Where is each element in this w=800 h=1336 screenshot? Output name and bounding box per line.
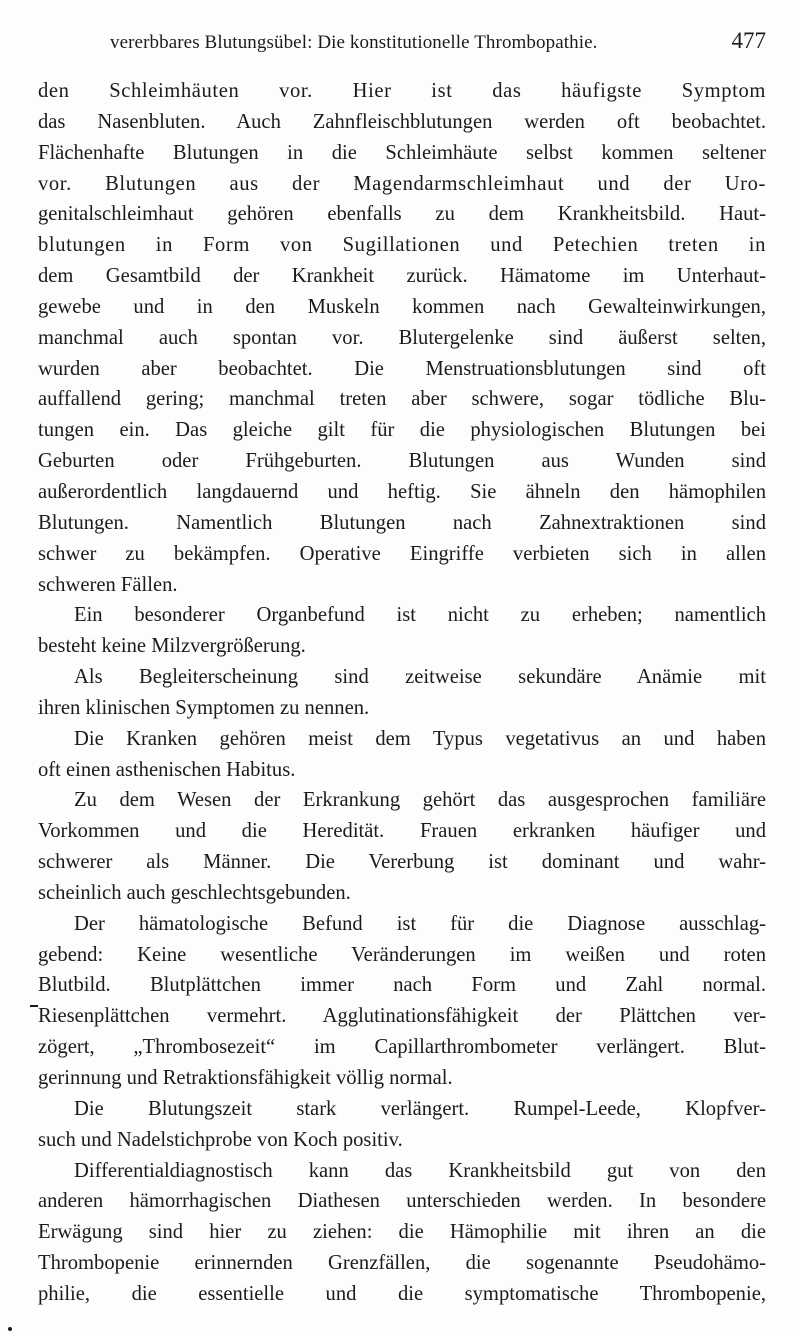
text-line: wurden aber beobachtet. Die Menstruationsblutungen sind oft <box>38 357 766 380</box>
text-line: auffallend gering; manchmal treten aber schwere, sogar tödliche Blu- <box>38 388 766 411</box>
paragraph-end-line: oft einen asthenischen Habitus. <box>38 758 296 781</box>
text-line: den Schleimhäuten vor. Hier ist das häufigste Symptom <box>38 80 766 102</box>
scan-speck <box>8 1327 12 1331</box>
text-line: gebend: Keine wesentliche Veränderungen im weißen und roten <box>38 943 766 966</box>
text-line: Geburten oder Frühgeburten. Blutungen aus Wunden sind <box>38 450 766 473</box>
text-line: gewebe und in den Muskeln kommen nach Gewalteinwirkungen, <box>38 295 766 318</box>
text-line: anderen hämorrhagischen Diathesen unterschieden werden. In besondere <box>38 1190 766 1213</box>
text-line: blutungen in Form von Sugillationen und Petechien treten in <box>38 234 766 257</box>
text-line: Flächenhafte Blutungen in die Schleimhäute selbst kommen seltener <box>38 141 766 164</box>
text-line: dem Gesamtbild der Krankheit zurück. Hämatome im Unterhaut- <box>38 265 766 288</box>
body-text <box>38 76 766 1310</box>
text-line: das Nasenbluten. Auch Zahnfleischblutungen werden oft beobachtet. <box>38 110 766 133</box>
text-line: Vorkommen und die Heredität. Frauen erkranken häufiger und <box>38 820 766 843</box>
text-line: Riesenplättchen vermehrt. Agglutinationsfähigkeit der Plättchen ver- <box>38 1005 766 1028</box>
margin-mark <box>30 1005 38 1007</box>
text-line: tungen ein. Das gleiche gilt für die physiologischen Blutungen bei <box>38 419 766 442</box>
paragraph-start-line: Die Blutungszeit stark verlängert. Rumpel-Leede, Klopfver- <box>74 1097 766 1120</box>
paragraph-end-line: ihren klinischen Symptomen zu nennen. <box>38 696 370 719</box>
paragraph-start-line: Als Begleiterscheinung sind zeitweise sekundäre Anämie mit <box>74 666 766 689</box>
text-line: manchmal auch spontan vor. Blutergelenke sind äußerst selten, <box>38 326 766 349</box>
paragraph-end-line: besteht keine Milzvergrößerung. <box>38 635 306 658</box>
text-line: Blutungen. Namentlich Blutungen nach Zahnextraktionen sind <box>38 511 766 534</box>
paragraph-start-line: Zu dem Wesen der Erkrankung gehört das ausgesprochen familiäre <box>74 789 766 812</box>
paragraph-start-line: Differentialdiagnostisch kann das Krankheitsbild gut von den <box>74 1159 766 1182</box>
text-line: Thrombopenie erinnernden Grenzfällen, die sogenannte Pseudohämo- <box>38 1252 766 1275</box>
page-number: 477 <box>731 28 766 53</box>
text-line: Blutbild. Blutplättchen immer nach Form und Zahl normal. <box>38 974 766 997</box>
text-line: außerordentlich langdauernd und heftig. Sie ähneln den hämophilen <box>38 480 766 503</box>
text-line: Erwägung sind hier zu ziehen: die Hämophilie mit ihren an die <box>38 1221 766 1244</box>
paragraph-end-line: scheinlich auch geschlechtsgebunden. <box>38 881 351 904</box>
paragraph-end-line: gerinnung und Retraktionsfähigkeit völlig normal. <box>38 1067 453 1089</box>
text-line: zögert, „Thrombosezeit“ im Capillarthrombometer verlängert. Blut- <box>38 1036 766 1059</box>
paragraph-start-line: Der hämatologische Befund ist für die Diagnose ausschlag- <box>74 912 766 935</box>
running-title: vererbbares Blutungsübel: Die konstitutionelle Thrombopathie. <box>110 32 598 53</box>
paragraph-end-line: schweren Fällen. <box>38 573 178 596</box>
page-header <box>38 28 766 58</box>
text-line: schwerer als Männer. Die Vererbung ist dominant und wahr- <box>38 851 766 874</box>
text-line: genitalschleimhaut gehören ebenfalls zu dem Krankheitsbild. Haut- <box>38 203 766 226</box>
text-line: philie, die essentielle und die symptomatische Thrombopenie, <box>38 1282 766 1305</box>
text-line: vor. Blutungen aus der Magendarmschleimhaut und der Uro- <box>38 172 766 195</box>
paragraph-end-line: such und Nadelstichprobe von Koch positiv. <box>38 1128 403 1151</box>
text-line: schwer zu bekämpfen. Operative Eingriffe verbieten sich in allen <box>38 542 766 565</box>
paragraph-start-line: Ein besonderer Organbefund ist nicht zu erheben; namentlich <box>74 604 766 627</box>
paragraph-start-line: Die Kranken gehören meist dem Typus vegetativus an und haben <box>74 727 766 750</box>
